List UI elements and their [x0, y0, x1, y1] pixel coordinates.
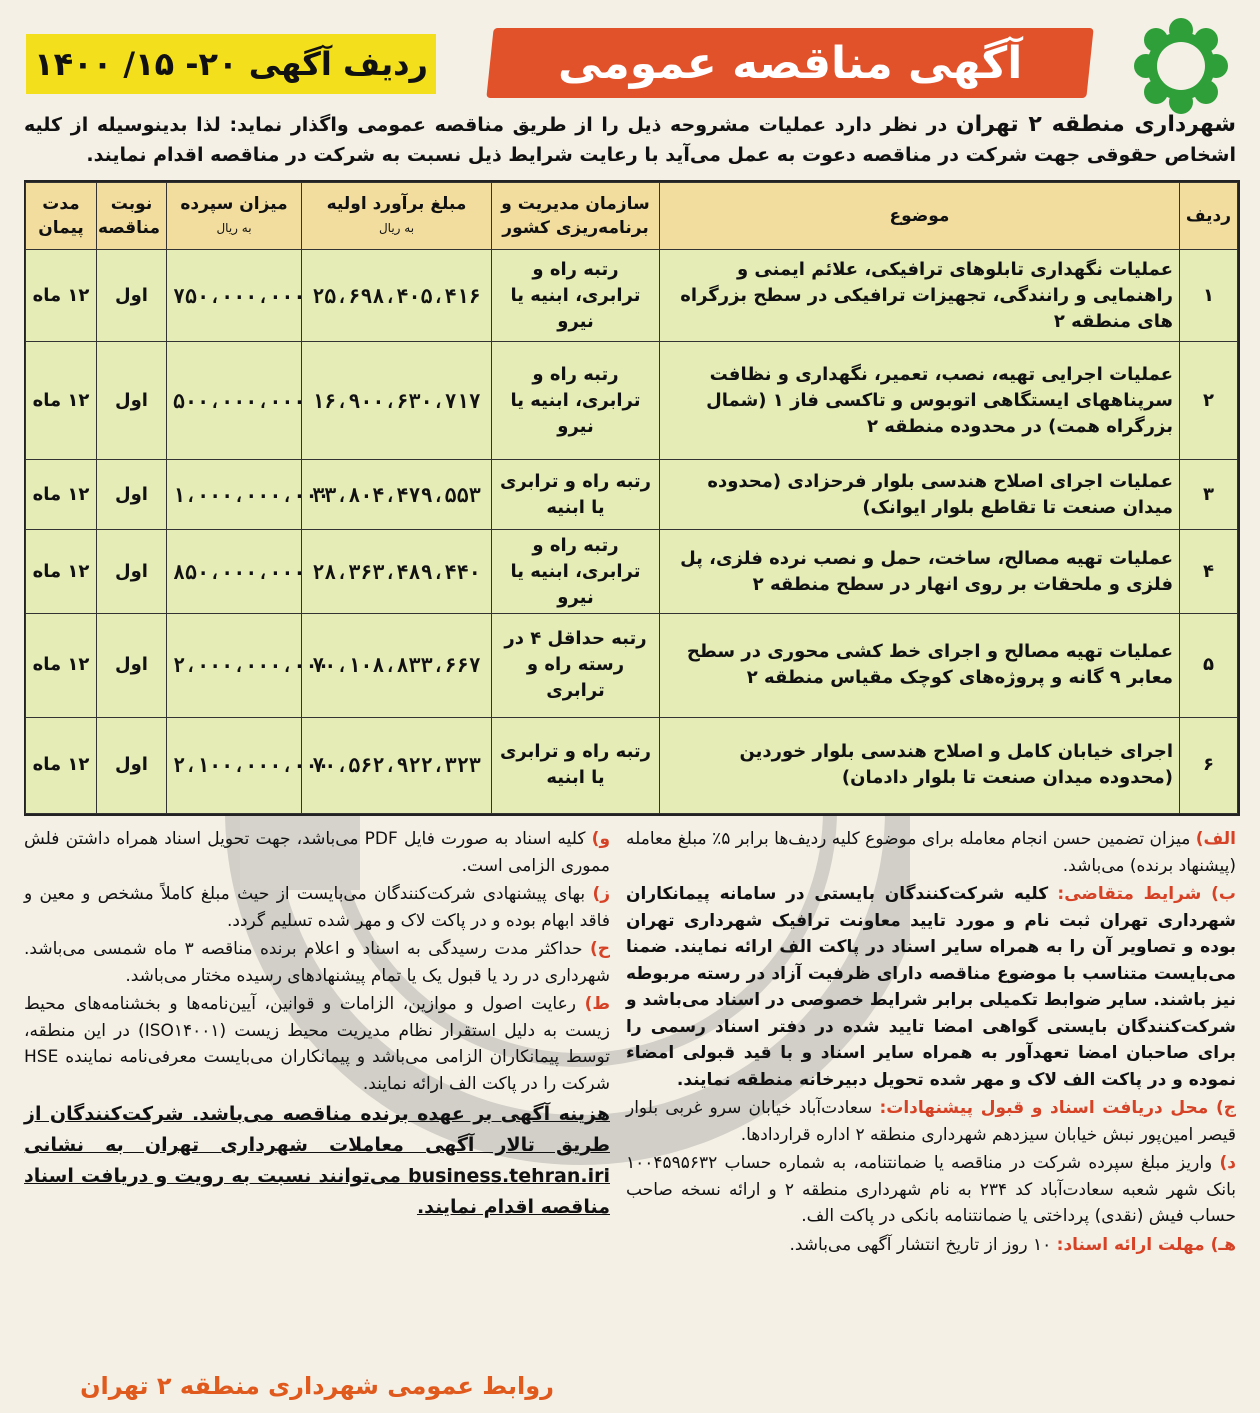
intro-text: در نظر دارد عملیات مشروحه ذیل را از طریق مناقصه عمومی واگذار نماید: لذا بدینوسیله از کلیه اشخاص حقوقی جهت شرکت در مناقصه دعوت به عمل می‌آید با رعایت شرایط ذیل نسبت به شرکت در مناقصه اقدام نمایند. [24, 114, 1236, 166]
condition-item: د) واریز مبلغ سپرده شرکت در مناقصه یا ضمانتنامه، به شماره حساب ۱۰۰۴۵۹۵۶۳۲ بانک شهر شعبه سعادت‌آباد کد ۲۳۴ به نام شهرداری منطقه ۲ و ارائه نسخه صاحب حساب فیش (نقدی) پرداختی یا ضمانتنامه بانکی در پاکت الف. [626, 1153, 1237, 1226]
table-row [26, 530, 1238, 613]
table-row [26, 342, 1238, 460]
table-row [26, 613, 1238, 717]
row-subject: عملیات نگهداری تابلوهای ترافیکی، علائم ایمنی و راهنمایی و رانندگی، تجهیزات ترافیکی در سطح بزرگراه های منطقه ۲ [660, 250, 1180, 342]
row-duration: ۱۲ ماه [26, 342, 97, 460]
closing-note: هزینه آگهی بر عهده برنده مناقصه می‌باشد. شرکت‌کنندگان از طریق تالار آگهی معاملات شهرداری تهران به نشانی business.tehran.iri می‌توانند نسبت به رویت و دریافت اسناد مناقصه اقدام نمایند. [24, 1103, 610, 1218]
row-duration: ۱۲ ماه [26, 613, 97, 717]
row-subject: اجرای خیابان کامل و اصلاح هندسی بلوار خوردین (محدوده میدان صنعت تا بلوار دادمان) [660, 717, 1180, 813]
row-duration: ۱۲ ماه [26, 460, 97, 530]
row-turn: اول [97, 613, 167, 717]
notice-title: آگهی مناقصه عمومی [486, 28, 1093, 98]
row-deposit: ۵۰۰،۰۰۰،۰۰۰ [167, 342, 302, 460]
public-relations-signature: روابط عمومی شهرداری منطقه ۲ تهران [80, 1372, 554, 1400]
conditions-left-column [24, 826, 610, 1225]
row-number: ۱ [1180, 250, 1238, 342]
header-deposit: میزان سپرده به ریال [167, 183, 302, 250]
table-row [26, 250, 1238, 342]
row-duration: ۱۲ ماه [26, 530, 97, 613]
row-estimate: ۲۵،۶۹۸،۴۰۵،۴۱۶ [302, 250, 492, 342]
intro-paragraph [24, 110, 1236, 170]
row-duration: ۱۲ ماه [26, 717, 97, 813]
condition-item: ب) شرایط متقاضی: کلیه شرکت‌کنندگان بایستی در سامانه پیمانکاران شهرداری تهران ثبت نام و مورد تایید معاونت ترافیک شهرداری تهران بوده و تصاویر آن را به همراه سایر اسناد در پاکت الف ارائه نمایند. ضمنا می‌بایست متناسب با موضوع مناقصه دارای ظرفیت آزاد در رسته مربوطه نیز باشند. سایر ضوابط تکمیلی برابر شرایط خصوصی در اسناد می‌باشد و شرکت‌کنندگان بایستی گواهی امضا تایید شده در دفتر اسناد رسمی را برای صاحبان امضا تعهدآور به همراه سایر اسناد و با قید قبولی امضاء نموده و در پاکت الف لاک و مهر شده تحویل دبیرخانه منطقه نمایند. [626, 884, 1237, 1090]
conditions-section [24, 826, 1236, 1406]
row-estimate: ۳۳،۸۰۴،۴۷۹،۵۵۳ [302, 460, 492, 530]
row-subject: عملیات اجرایی تهیه، نصب، تعمیر، نگهداری و نظافت سرپناههای ایستگاهی اتوبوس و تاکسی فاز ۱ (شمال بزرگراه همت) در محدوده منطقه ۲ [660, 342, 1180, 460]
header-organization: سازمان مدیریت و برنامه‌ریزی کشور [492, 183, 660, 250]
header-subject: موضوع [660, 183, 1180, 250]
row-turn: اول [97, 250, 167, 342]
row-subject: عملیات اجرای اصلاح هندسی بلوار فرحزادی (محدوده میدان صنعت تا تقاطع بلوار ایوانک) [660, 460, 1180, 530]
row-subject: عملیات تهیه مصالح، ساخت، حمل و نصب نرده فلزی، پل فلزی و ملحقات بر روی انهار در سطح منطقه ۲ [660, 530, 1180, 613]
intro-org: شهرداری منطقه ۲ تهران [955, 112, 1237, 137]
header-turn: نوبت مناقصه [97, 183, 167, 250]
row-deposit: ۲،۱۰۰،۰۰۰،۰۰۰ [167, 717, 302, 813]
conditions-right-column [626, 826, 1236, 1260]
row-number: ۴ [1180, 530, 1238, 613]
row-estimate: ۷۰،۱۰۸،۸۳۳،۶۶۷ [302, 613, 492, 717]
tehran-municipality-logo-icon [1120, 16, 1242, 116]
header-estimate: مبلغ برآورد اولیه به ریال [302, 183, 492, 250]
row-number: ۳ [1180, 460, 1238, 530]
row-rank: رتبه حداقل ۴ در رسته راه و ترابری [492, 613, 660, 717]
row-deposit: ۲،۰۰۰،۰۰۰،۰۰۰ [167, 613, 302, 717]
row-rank: رتبه راه و ترابری یا ابنیه [492, 460, 660, 530]
row-number: ۲ [1180, 342, 1238, 460]
row-number: ۵ [1180, 613, 1238, 717]
row-rank: رتبه راه و ترابری، ابنیه یا نیرو [492, 342, 660, 460]
row-turn: اول [97, 342, 167, 460]
notice-reference: ردیف آگهی ۲۰- ۱۵/ ۱۴۰۰ [26, 34, 436, 94]
header-row-number: ردیف [1180, 183, 1238, 250]
table-row [26, 460, 1238, 530]
condition-item: ج) محل دریافت اسناد و قبول پیشنهادات: سعادت‌آباد خیابان سرو غربی بلوار قیصر امین‌پور نبش خیابان سیزدهم شهرداری منطقه ۲ اداره قراردادها. [626, 1098, 1237, 1145]
row-estimate: ۷۰،۵۶۲،۹۲۲،۳۲۳ [302, 717, 492, 813]
condition-item: ز) بهای پیشنهادی شرکت‌کنندگان می‌بایست از حیث مبلغ کاملاً مشخص و معین و فاقد ابهام بوده و در پاکت لاک و مهر شده تسلیم گردد. [24, 884, 610, 931]
row-rank: رتبه راه و ترابری، ابنیه یا نیرو [492, 530, 660, 613]
header-duration: مدت پیمان [26, 183, 97, 250]
row-turn: اول [97, 717, 167, 813]
row-estimate: ۱۶،۹۰۰،۶۳۰،۷۱۷ [302, 342, 492, 460]
row-estimate: ۲۸،۳۶۳،۴۸۹،۴۴۰ [302, 530, 492, 613]
table-header-row [26, 183, 1238, 250]
condition-item: هـ) مهلت ارائه اسناد: ۱۰ روز از تاریخ انتشار آگهی می‌باشد. [789, 1234, 1236, 1255]
table-row [26, 717, 1238, 813]
row-turn: اول [97, 460, 167, 530]
row-deposit: ۱،۰۰۰،۰۰۰،۰۰۰ [167, 460, 302, 530]
condition-item: الف) میزان تضمین حسن انجام معامله برای موضوع کلیه ردیف‌ها برابر ۵٪ مبلغ معامله (پیشنهاد برنده) می‌باشد. [626, 829, 1237, 876]
condition-item: ط) رعایت اصول و موازین، الزامات و قوانین، آیین‌نامه‌ها و بخشنامه‌های محیط زیست به دلیل استقرار نظام مدیریت محیط زیست (ISO۱۴۰۰۱) در این منطقه، توسط پیمانکاران الزامی می‌باشد و پیمانکاران می‌بایست معرفی‌نامه نماینده HSE شرکت را در پاکت الف ارائه نمایند. [24, 994, 610, 1094]
row-deposit: ۷۵۰،۰۰۰،۰۰۰ [167, 250, 302, 342]
row-subject: عملیات تهیه مصالح و اجرای خط کشی محوری در سطح معابر ۹ گانه و پروژه‌های کوچک مقیاس منطقه ۲ [660, 613, 1180, 717]
condition-item: ح) حداکثر مدت رسیدگی به اسناد و اعلام برنده مناقصه ۳ ماه شمسی می‌باشد. شهرداری در رد یا قبول یک یا تمام پیشنهادهای رسیده مختار می‌باشد. [24, 939, 610, 986]
header [0, 8, 1260, 108]
row-rank: رتبه راه و ترابری یا ابنیه [492, 717, 660, 813]
row-deposit: ۸۵۰،۰۰۰،۰۰۰ [167, 530, 302, 613]
row-duration: ۱۲ ماه [26, 250, 97, 342]
condition-item: و) کلیه اسناد به صورت فایل PDF می‌باشد، جهت تحویل اسناد همراه داشتن فلش مموری الزامی است. [24, 829, 611, 876]
row-turn: اول [97, 530, 167, 613]
row-number: ۶ [1180, 717, 1238, 813]
tender-table [24, 180, 1240, 816]
row-rank: رتبه راه و ترابری، ابنیه یا نیرو [492, 250, 660, 342]
